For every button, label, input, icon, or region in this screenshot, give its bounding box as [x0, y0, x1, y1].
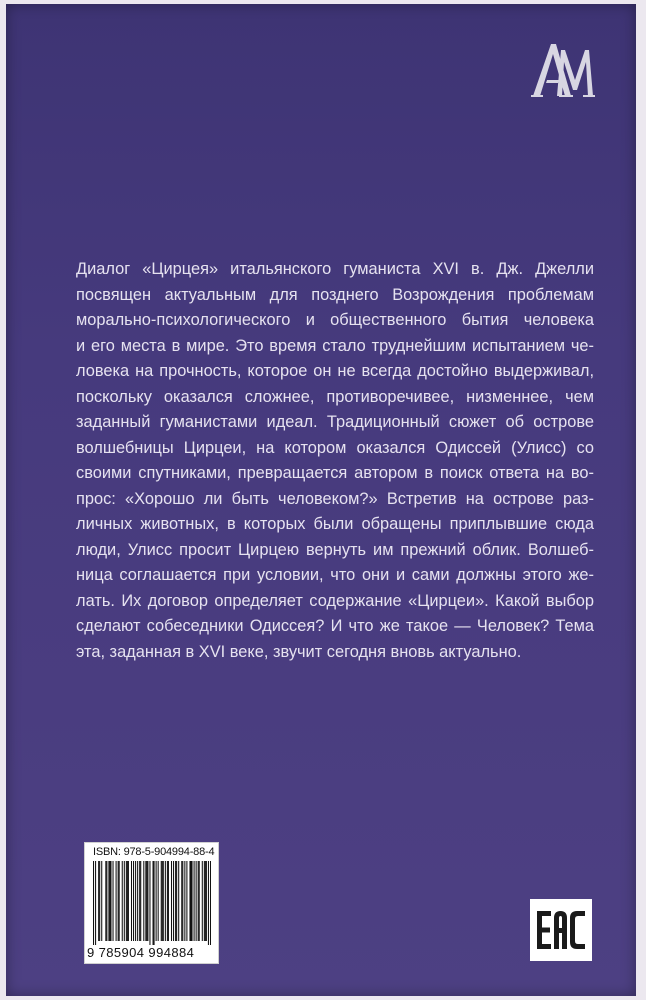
isbn-barcode: [84, 842, 219, 964]
annotation-line: морально-психологического и общественного бытия человека: [76, 311, 594, 329]
annotation-text: [76, 257, 594, 665]
annotation-line: волшебницы Цирцеи, на котором оказался Одиссей (Улисс) со: [76, 438, 594, 457]
annotation-line: заданный гуманистами идеал. Традиционный сюжет об острове: [76, 413, 594, 431]
eac-certification-mark: [530, 899, 592, 961]
annotation-line: своими спутниками, превращается автором в поиск ответа на во-: [76, 464, 594, 482]
annotation-line: личных животных, в которых были обращены приплывшие сюда: [76, 515, 594, 533]
barcode-bars: [93, 861, 211, 945]
annotation-line: эта, заданная в XVI веке, звучит сегодня вновь актуально.: [76, 642, 522, 661]
isbn-label: ISBN: 978-5-904994-88-4: [93, 846, 215, 858]
barcode-number: 9 785904 994884: [87, 945, 195, 960]
annotation-line: сделают собеседники Одиссея? И что же такое — Человек? Тема: [76, 617, 594, 635]
annotation-line: люди, Улисс просит Цирцею вернуть им прежний облик. Волшеб-: [76, 540, 594, 559]
annotation-line: лать. Их договор определяет содержание «Цирцеи». Какой выбор: [76, 591, 594, 610]
annotation-line: Диалог «Цирцея» итальянского гуманиста XVI в. Дж. Джелли: [76, 260, 594, 278]
annotation-line: и его места в мире. Это время стало труднейшим испытанием че-: [76, 336, 594, 355]
publisher-logo: [531, 40, 595, 98]
annotation-line: ница соглашается при условии, что они и сами должны этого же-: [76, 566, 594, 584]
annotation-line: поскольку оказался сложнее, противоречивее, низменнее, чем: [76, 387, 594, 406]
annotation-line: посвящен актуальным для позднего Возрождения проблемам: [76, 285, 594, 304]
annotation-line: ловека на прочность, которое он не всегда достойно выдерживал,: [76, 362, 594, 380]
book-back-cover: [6, 4, 636, 996]
annotation-line: прос: «Хорошо ли быть человеком?» Встретив на острове раз-: [76, 489, 594, 508]
